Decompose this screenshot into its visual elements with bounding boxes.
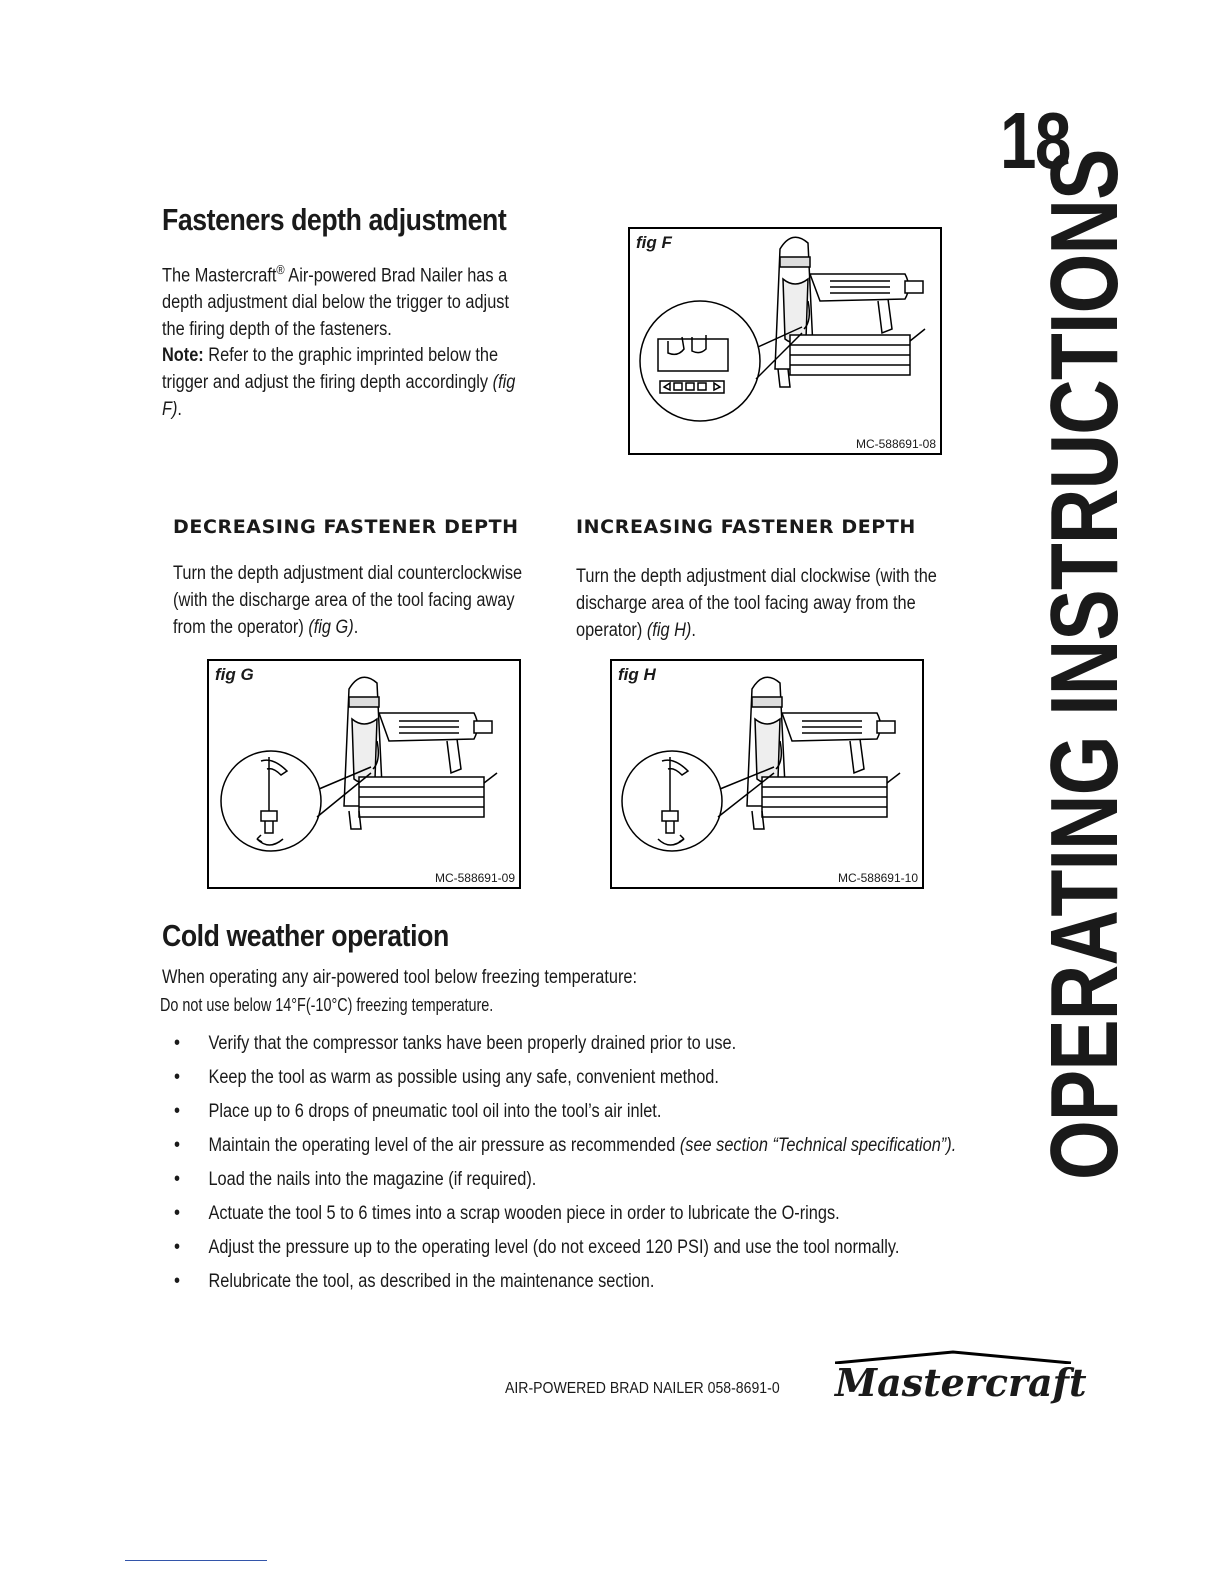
figure-f-code: MC-588691-08: [855, 437, 936, 451]
list-item: • Actuate the tool 5 to 6 times into a scrap wooden piece in order to lubricate the O-rings.: [162, 1200, 970, 1227]
figure-g-label: fig G: [215, 665, 254, 684]
nailer-illustration-f: [630, 229, 940, 453]
figure-h-code: MC-588691-10: [837, 871, 918, 885]
figure-h: [610, 659, 924, 889]
decreasing-heading: DECREASING FASTENER DEPTH: [173, 516, 519, 538]
list-item: • Keep the tool as warm as possible using any safe, convenient method.: [162, 1064, 970, 1091]
list-item: • Adjust the pressure up to the operating level (do not exceed 120 PSI) and use the tool normally.: [162, 1234, 970, 1261]
list-item: • Verify that the compressor tanks have been properly drained prior to use.: [162, 1030, 970, 1057]
cold-intro: When operating any air-powered tool below freezing temperature:: [162, 967, 638, 988]
list-item: • Place up to 6 drops of pneumatic tool oil into the tool’s air inlet.: [162, 1098, 970, 1125]
bottom-rule: [125, 1560, 267, 1561]
increasing-text: Turn the depth adjustment dial clockwise (with the discharge area of the tool facing away from the operator) (fig H).: [576, 566, 937, 641]
increasing-heading: INCREASING FASTENER DEPTH: [576, 516, 916, 538]
cold-steps-list: [162, 1030, 970, 1302]
figure-h-label: fig H: [618, 665, 656, 684]
page-number: 18: [1000, 96, 1070, 185]
nailer-illustration-g: [209, 661, 519, 887]
brand-logo: Mastercraft: [835, 1360, 1087, 1405]
footer-product-code: AIR-POWERED BRAD NAILER 058-8691-0: [505, 1380, 780, 1397]
depth-intro: The Mastercraft® Air-powered Brad Nailer has a depth adjustment dial below the trigger to adjust the firing depth of the fasteners.: [162, 262, 509, 341]
figure-g-code: MC-588691-09: [434, 871, 515, 885]
list-item: • Maintain the operating level of the air pressure as recommended (see section “Technical specification”).: [162, 1132, 970, 1159]
section-side-title: OPERATING INSTRUCTIONS: [1031, 149, 1138, 1180]
list-item: • Load the nails into the magazine (if required).: [162, 1166, 970, 1193]
list-item: • Relubricate the tool, as described in the maintenance section.: [162, 1268, 970, 1295]
cold-heading: Cold weather operation: [162, 918, 449, 953]
figure-f: [628, 227, 942, 455]
depth-note: Note: Refer to the graphic imprinted below the trigger and adjust the firing depth accordingly (fig F).: [162, 345, 516, 420]
cold-warning: Do not use below 14°F(-10°C) freezing temperature.: [160, 995, 494, 1015]
figure-f-label: fig F: [636, 233, 672, 252]
figure-g: [207, 659, 521, 889]
decreasing-text: Turn the depth adjustment dial counterclockwise (with the discharge area of the tool facing away from the operator) (fig G).: [173, 563, 523, 638]
depth-heading: Fasteners depth adjustment: [162, 202, 507, 237]
logo-arc-icon: [835, 1350, 1075, 1364]
nailer-illustration-h: [612, 661, 922, 887]
